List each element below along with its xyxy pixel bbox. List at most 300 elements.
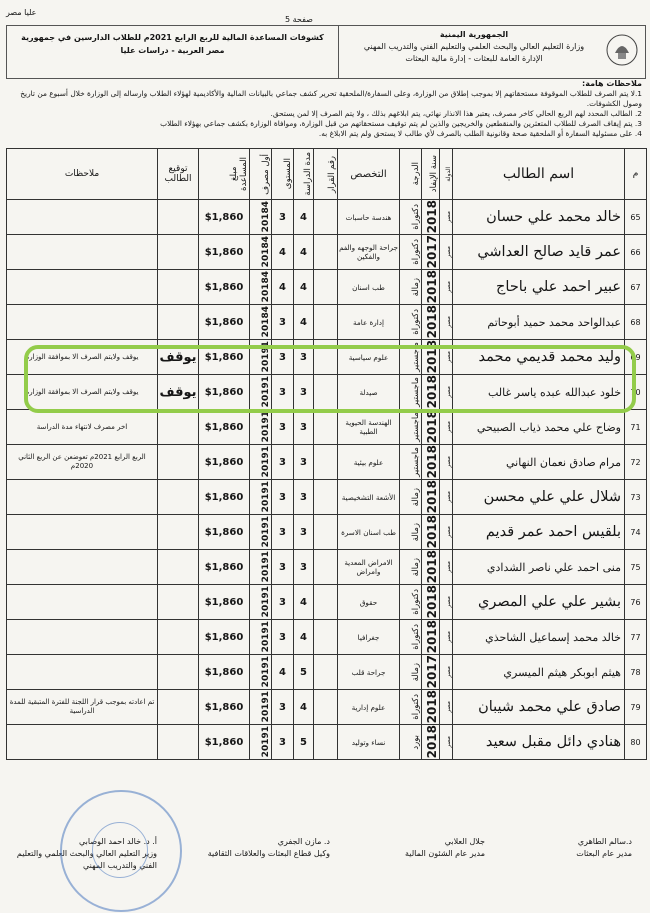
cell-num-text: 73: [630, 492, 641, 502]
cell-year: [422, 515, 440, 550]
cell-degree: [400, 445, 422, 480]
cell-duration: [294, 515, 314, 550]
signer-title: وزير التعليم العالي والبحث العلمي والتعليم الفني والتدريب المهني: [16, 849, 157, 870]
cell-degree-text: زمالة: [411, 557, 421, 577]
cell-spec-text: الأشعة التشخيصية: [341, 492, 396, 502]
cell-first: [250, 200, 272, 235]
cell-spec-text: نساء وتوليد: [351, 737, 386, 747]
cell-first-text: 20191: [261, 481, 271, 513]
cell-amount: [199, 655, 250, 690]
table-row: [7, 410, 647, 445]
cell-num: [625, 410, 647, 445]
cell-first-text: 20191: [261, 621, 271, 653]
cell-duration: [294, 480, 314, 515]
cell-spec: [338, 305, 400, 340]
cell-signature: [158, 620, 199, 655]
cell-name: [453, 585, 625, 620]
cell-signature: [158, 410, 199, 445]
cell-duration: [294, 585, 314, 620]
cell-remarks: [7, 480, 158, 515]
cell-level: [272, 410, 294, 445]
cell-level: [272, 305, 294, 340]
cell-num: [625, 305, 647, 340]
cell-duration-text: 3: [300, 456, 307, 468]
cell-year-text: 2018: [425, 270, 439, 304]
table-row: [7, 305, 647, 340]
cell-amount: [199, 235, 250, 270]
cell-remarks: [7, 235, 158, 270]
cell-degree: [400, 410, 422, 445]
cell-year: [422, 445, 440, 480]
cell-signature: [158, 655, 199, 690]
cell-spec-text: علوم إدارية: [351, 702, 386, 712]
cell-amount-text: $1,860: [204, 351, 244, 363]
cell-degree-text: زمالة: [411, 277, 421, 297]
header-amount: مبلغ المساعدة: [229, 156, 249, 192]
cell-country-text: مصر: [445, 351, 452, 363]
ministry-name: وزارة التعليم العالي والبحث العلمي والتعليم الفني والتدريب المهني: [363, 42, 585, 51]
cell-signature: [158, 690, 199, 725]
cell-country-text: مصر: [445, 386, 452, 398]
cell-signature: [158, 445, 199, 480]
table-row: [7, 200, 647, 235]
cell-level: [272, 480, 294, 515]
cell-degree-text: دكتوراة: [411, 204, 421, 230]
cell-num: [625, 515, 647, 550]
cell-signature: [158, 550, 199, 585]
cell-year-text: 2017: [425, 235, 439, 269]
cell-amount-text: $1,860: [204, 246, 244, 258]
cell-amount: [199, 270, 250, 305]
cell-duration-text: 4: [300, 596, 307, 608]
cell-name: [453, 410, 625, 445]
cell-year-text: 2018: [425, 515, 439, 549]
cell-first: [250, 445, 272, 480]
cell-num-text: 69: [630, 352, 641, 362]
cell-degree: [400, 305, 422, 340]
cell-amount-text: $1,860: [204, 561, 244, 573]
cell-first-text: 20184: [261, 201, 271, 233]
cell-duration-text: 3: [300, 491, 307, 503]
cell-duration-text: 3: [300, 561, 307, 573]
header-remarks: ملاحظات: [7, 149, 158, 200]
cell-decision: [314, 235, 338, 270]
signer-name: أ. د. خالد احمد الوصابي: [79, 837, 157, 846]
cell-level-text: 3: [279, 596, 286, 608]
cell-country-text: مصر: [445, 491, 452, 503]
cell-decision: [314, 550, 338, 585]
table-row: [7, 550, 647, 585]
cell-spec: [338, 270, 400, 305]
cell-name: [453, 305, 625, 340]
cell-degree-text: ماجستير: [411, 447, 421, 477]
cell-spec-text: صيدلة: [359, 387, 378, 397]
cell-amount-text: $1,860: [204, 631, 244, 643]
cell-duration-text: 5: [300, 736, 307, 748]
cell-amount: [199, 620, 250, 655]
cell-decision: [314, 725, 338, 760]
cell-name-text: صادق علي محمد شيبان: [478, 699, 621, 715]
cell-amount-text: $1,860: [204, 211, 244, 223]
cell-num-text: 65: [630, 212, 641, 222]
note-item: 4. على مسئولية السفارة أو الملحقية صحة وقانونية الطلب بالصرف لأي طالب لا يستحق ولم يتم الابلاغ به.: [318, 129, 642, 138]
cell-name: [453, 200, 625, 235]
cell-degree-text: زمالة: [411, 662, 421, 682]
cell-signature-text: يوقف: [159, 349, 197, 365]
header-decision: رقم القرار: [327, 155, 337, 193]
cell-year-text: 2018: [425, 375, 439, 409]
cell-country: [440, 690, 453, 725]
cell-country: [440, 270, 453, 305]
cell-year: [422, 725, 440, 760]
cell-first-text: 20191: [261, 691, 271, 723]
cell-duration-text: 4: [300, 631, 307, 643]
cell-country-text: مصر: [445, 596, 452, 608]
cell-level-text: 3: [279, 491, 286, 503]
cell-name: [453, 515, 625, 550]
cell-num: [625, 585, 647, 620]
table-row: [7, 585, 647, 620]
cell-amount: [199, 690, 250, 725]
table-row: [7, 725, 647, 760]
cell-spec-text: طب اسنان الاسرة: [341, 527, 396, 537]
cell-name: [453, 655, 625, 690]
cell-degree: [400, 235, 422, 270]
cell-decision: [314, 200, 338, 235]
cell-level: [272, 550, 294, 585]
cell-duration: [294, 445, 314, 480]
cell-name: [453, 235, 625, 270]
cell-num: [625, 200, 647, 235]
cell-year-text: 2018: [425, 620, 439, 654]
cell-num: [625, 655, 647, 690]
cell-first-text: 20191: [261, 516, 271, 548]
cell-level: [272, 620, 294, 655]
cell-remarks-text: الربع الرابع 2021م تعوضعن عن الربع الثاني 2020م: [18, 453, 146, 470]
cell-amount-text: $1,860: [204, 491, 244, 503]
cell-name: [453, 690, 625, 725]
cell-duration-text: 3: [300, 351, 307, 363]
cell-amount: [199, 445, 250, 480]
cell-year: [422, 620, 440, 655]
note-item: 2. الطالب المحدد لهم الربع الحالي كاخر مصرف، يعتبر هذا الانذار نهائي، يتم ابلاغهم بذلك ، ولا يتم الصرف إلا لمن يستحق.: [270, 109, 642, 118]
cell-amount: [199, 585, 250, 620]
cell-year-text: 2018: [425, 550, 439, 584]
cell-amount-text: $1,860: [204, 526, 244, 538]
cell-year-text: 2018: [425, 585, 439, 619]
cell-num-text: 80: [630, 737, 641, 747]
cell-amount-text: $1,860: [204, 596, 244, 608]
cell-amount-text: $1,860: [204, 281, 244, 293]
cell-first: [250, 620, 272, 655]
cell-name: [453, 270, 625, 305]
table-row: [7, 235, 647, 270]
cell-level: [272, 690, 294, 725]
cell-remarks-text: اخر مصرف لانتهاء مدة الدراسة: [36, 422, 128, 431]
cell-name-text: مرام صادق نعمان النهاني: [506, 455, 621, 469]
cell-name-text: وضاح علي محمد ذياب الصبيحي: [476, 420, 621, 434]
cell-degree: [400, 550, 422, 585]
cell-level-text: 3: [279, 386, 286, 398]
cell-degree-text: بورد: [411, 734, 421, 750]
cell-spec-text: جراحة قلب: [351, 667, 386, 677]
cell-first: [250, 515, 272, 550]
cell-decision: [314, 655, 338, 690]
cell-signature: [158, 270, 199, 305]
cell-spec-text: علوم سياسية: [348, 352, 389, 362]
cell-degree: [400, 515, 422, 550]
cell-spec: [338, 445, 400, 480]
cell-country: [440, 445, 453, 480]
cell-amount-text: $1,860: [204, 701, 244, 713]
cell-num-text: 76: [630, 597, 641, 607]
header-first: أول مصرف: [261, 153, 271, 195]
country-name: الجمهورية اليمنية: [439, 30, 509, 39]
cell-level-text: 3: [279, 351, 286, 363]
cell-spec-text: علوم بيئية: [353, 457, 384, 467]
cell-name-text: هيثم ابوبكر هيثم الميسري: [503, 665, 621, 679]
cell-num-text: 68: [630, 317, 641, 327]
cell-num: [625, 620, 647, 655]
table-row: [7, 690, 647, 725]
header-duration: مدة الدراسة: [303, 152, 313, 196]
cell-remarks: [7, 305, 158, 340]
table-row: [7, 270, 647, 305]
cell-degree-text: ماجستير: [411, 342, 421, 372]
cell-year: [422, 550, 440, 585]
cell-level: [272, 515, 294, 550]
cell-amount: [199, 480, 250, 515]
cell-num-text: 78: [630, 667, 641, 677]
cell-country-text: مصر: [445, 421, 452, 433]
cell-name-text: وليد محمد قديمي محمد: [478, 349, 621, 365]
cell-level-text: 4: [279, 246, 286, 258]
cell-num-text: 75: [630, 562, 641, 572]
cell-level: [272, 445, 294, 480]
signer-name: جلال العلابي: [444, 837, 485, 846]
cell-spec: [338, 235, 400, 270]
cell-signature: [158, 235, 199, 270]
cell-year: [422, 655, 440, 690]
cell-amount-text: $1,860: [204, 421, 244, 433]
cell-first-text: 20191: [261, 376, 271, 408]
header-degree: الدرجة: [411, 162, 421, 186]
cell-year-text: 2018: [425, 340, 439, 374]
cell-signature: [158, 585, 199, 620]
cell-degree: [400, 655, 422, 690]
header-year: سنة الإيفاد: [429, 155, 439, 193]
header-country: الدولة: [445, 166, 452, 182]
cell-level-text: 3: [279, 701, 286, 713]
cell-country: [440, 725, 453, 760]
cell-spec-text: هندسة حاسبات: [345, 212, 392, 222]
cell-duration-text: 4: [300, 701, 307, 713]
signer-title: وكيل قطاع البعثات والعلاقات الثقافية: [207, 849, 330, 858]
cell-country-text: مصر: [445, 316, 452, 328]
cell-name-text: عبير احمد علي باحاج: [496, 279, 621, 295]
cell-country: [440, 550, 453, 585]
cell-country: [440, 655, 453, 690]
cell-spec: [338, 480, 400, 515]
cell-decision: [314, 690, 338, 725]
cell-name: [453, 550, 625, 585]
cell-spec-text: طب اسنان: [352, 282, 385, 292]
cell-num-text: 67: [630, 282, 641, 292]
cell-spec: [338, 620, 400, 655]
cell-degree-text: ماجستير: [411, 412, 421, 442]
cell-year: [422, 480, 440, 515]
cell-name: [453, 480, 625, 515]
cell-spec-text: جراحة الوجهه والفم والفكين: [339, 243, 398, 261]
cell-country-text: مصر: [445, 701, 452, 713]
cell-spec-text: الهندسة الحيوية الطبية: [345, 418, 392, 436]
cell-spec: [338, 515, 400, 550]
cell-first-text: 20184: [261, 236, 271, 268]
cell-spec: [338, 550, 400, 585]
cell-duration: [294, 305, 314, 340]
table-row: [7, 480, 647, 515]
cell-num: [625, 235, 647, 270]
cell-num-text: 72: [630, 457, 641, 467]
cell-first: [250, 410, 272, 445]
cell-num-text: 77: [630, 632, 641, 642]
cell-remarks: [7, 445, 158, 480]
cell-degree-text: زمالة: [411, 522, 421, 542]
cell-first: [250, 480, 272, 515]
cell-degree: [400, 480, 422, 515]
cell-spec-text: الامراض المعدية وامراض: [344, 558, 393, 576]
table-row: [7, 655, 647, 690]
cell-country: [440, 480, 453, 515]
department-name: الإدارة العامة للبعثات - إدارة مالية البعثات: [405, 54, 543, 63]
cell-year: [422, 270, 440, 305]
cell-remarks: [7, 270, 158, 305]
cell-country-text: مصر: [445, 281, 452, 293]
signer-title: مدير عام البعثات: [576, 849, 632, 858]
cell-country-text: مصر: [445, 631, 452, 643]
cell-remarks: [7, 725, 158, 760]
cell-year: [422, 410, 440, 445]
cell-num-text: 66: [630, 247, 641, 257]
document-header: [6, 25, 646, 79]
cell-spec: [338, 655, 400, 690]
cell-level-text: 4: [279, 281, 286, 293]
cell-duration: [294, 725, 314, 760]
cell-country-text: مصر: [445, 246, 452, 258]
cell-decision: [314, 480, 338, 515]
cell-signature-text: يوقف: [159, 384, 197, 400]
cell-amount-text: $1,860: [204, 316, 244, 328]
cell-name-text: خالد محمد علي حسان: [486, 209, 621, 225]
cell-duration-text: 4: [300, 281, 307, 293]
cell-year-text: 2017: [425, 655, 439, 689]
cell-year-text: 2018: [425, 445, 439, 479]
cell-year: [422, 305, 440, 340]
cell-year: [422, 200, 440, 235]
cell-name-text: منى احمد علي ناصر الشدادي: [486, 560, 621, 574]
table-row: [7, 515, 647, 550]
cell-decision: [314, 585, 338, 620]
cell-duration-text: 3: [300, 421, 307, 433]
cell-country: [440, 515, 453, 550]
cell-decision: [314, 620, 338, 655]
cell-decision: [314, 445, 338, 480]
cell-degree: [400, 270, 422, 305]
notes-title: ملاحظات هامة:: [582, 79, 642, 88]
cell-degree: [400, 725, 422, 760]
signature-2: [405, 836, 485, 860]
cell-first: [250, 235, 272, 270]
cell-level-text: 3: [279, 316, 286, 328]
cell-first: [250, 305, 272, 340]
cell-signature: [158, 515, 199, 550]
cell-duration: [294, 410, 314, 445]
cell-name-text: بشير علي علي المصري: [477, 594, 621, 610]
cell-first: [250, 270, 272, 305]
cell-level-text: 4: [279, 666, 286, 678]
header-name: اسم الطالب: [453, 149, 625, 200]
cell-level-text: 3: [279, 421, 286, 433]
cell-year-text: 2018: [425, 725, 439, 759]
cell-first-text: 20191: [261, 446, 271, 478]
cell-duration: [294, 655, 314, 690]
cell-amount: [199, 725, 250, 760]
cell-year-text: 2018: [425, 410, 439, 444]
cell-level-text: 3: [279, 631, 286, 643]
cell-spec-text: إدارة عامة: [353, 317, 384, 327]
cell-name-text: خلود عبدالله عبده ياسر غالب: [488, 385, 621, 399]
cell-duration: [294, 690, 314, 725]
cell-decision: [314, 305, 338, 340]
cell-country: [440, 620, 453, 655]
cell-first: [250, 725, 272, 760]
cell-first-text: 20191: [261, 551, 271, 583]
cell-degree: [400, 585, 422, 620]
official-stamp: [60, 790, 182, 912]
cell-first: [250, 585, 272, 620]
cell-country: [440, 235, 453, 270]
cell-first: [250, 690, 272, 725]
cell-remarks: [7, 200, 158, 235]
cell-year-text: 2018: [425, 200, 439, 234]
cell-signature: [158, 725, 199, 760]
cell-first-text: 20191: [261, 341, 271, 373]
cell-first-text: 20191: [261, 411, 271, 443]
cell-name: [453, 445, 625, 480]
cell-year-text: 2018: [425, 480, 439, 514]
cell-level: [272, 585, 294, 620]
cell-amount-text: $1,860: [204, 386, 244, 398]
report-title: كشوفات المساعدة المالية للربع الرابع 2021م للطلاب الدارسين في جمهورية مصر العربية - دراسات عليا: [21, 33, 324, 55]
cell-signature: [158, 480, 199, 515]
cell-duration-text: 4: [300, 246, 307, 258]
cell-level: [272, 725, 294, 760]
cell-degree-text: دكتوراة: [411, 694, 421, 720]
cell-name: [453, 620, 625, 655]
cell-degree-text: دكتوراة: [411, 624, 421, 650]
cell-num-text: 70: [630, 387, 641, 397]
cell-level: [272, 200, 294, 235]
cell-duration: [294, 235, 314, 270]
signature-3: [208, 836, 330, 860]
cell-remarks: [7, 620, 158, 655]
page-number: صفحة 5: [285, 15, 313, 24]
ministry-block: [338, 26, 645, 78]
cell-first-text: 20191: [261, 656, 271, 688]
highlight-marker: [24, 345, 636, 413]
cell-country-text: مصر: [445, 526, 452, 538]
cell-first: [250, 550, 272, 585]
